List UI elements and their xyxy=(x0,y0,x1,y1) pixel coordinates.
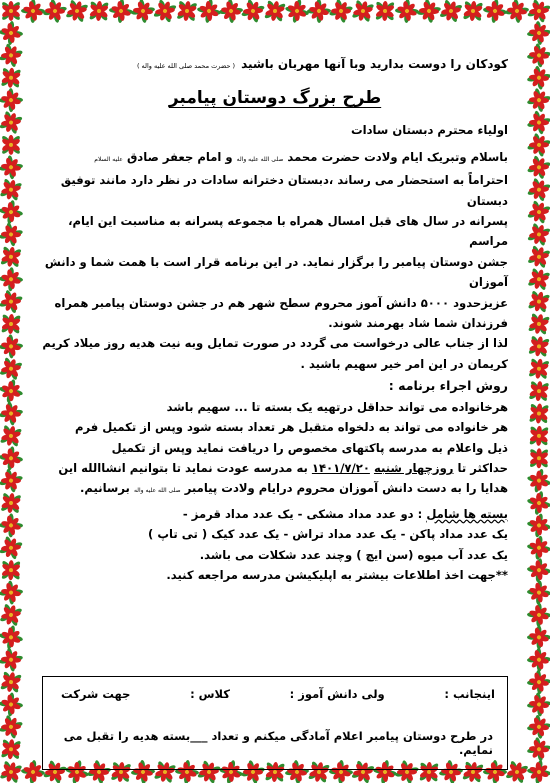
poinsettia-flower-icon xyxy=(0,444,25,473)
poinsettia-flower-icon xyxy=(525,735,550,763)
poinsettia-flower-icon xyxy=(0,511,25,540)
poinsettia-flower-icon xyxy=(525,578,550,607)
poinsettia-flower-icon xyxy=(0,332,25,361)
poinsettia-flower-icon xyxy=(527,289,550,314)
poinsettia-flower-icon xyxy=(525,511,550,539)
poinsettia-flower-icon xyxy=(0,424,23,449)
poinsettia-flower-icon xyxy=(41,0,69,25)
registration-form xyxy=(42,676,508,770)
poinsettia-flower-icon xyxy=(526,244,550,270)
poinsettia-flower-icon xyxy=(527,334,550,358)
poinsettia-flower-icon xyxy=(239,0,266,25)
method-line: هر خانواده می تواند به دلخواه متقبل هر تعداد بسته شود وپس از تکمیل فرم xyxy=(74,420,508,435)
poinsettia-flower-icon xyxy=(195,0,223,25)
poinsettia-flower-icon xyxy=(327,0,355,25)
info-note: **جهت اخذ اطلاعات بیشتر به اپلیکیشن مدرسه مراجعه کنید. xyxy=(166,567,508,582)
poinsettia-flower-icon xyxy=(525,623,550,652)
deadline-date: ۱۴۰۱/۷/۲۰ xyxy=(311,460,370,475)
class-field[interactable]: کلاس : xyxy=(190,687,230,701)
poinsettia-flower-icon xyxy=(0,492,23,515)
poinsettia-flower-icon xyxy=(0,602,24,628)
poinsettia-flower-icon xyxy=(1,135,21,155)
poinsettia-flower-icon xyxy=(0,738,22,760)
letter-line: احتراماً به استحضار می رساند ،دبستان دخترانه سادات در نظر دارد مانند توفیق دبستان xyxy=(60,173,508,208)
poinsettia-flower-icon xyxy=(0,109,24,136)
poinsettia-flower-icon xyxy=(0,86,25,115)
deadline-line: حداکثر تا روزچهار شنبه ۱۴۰۱/۷/۲۰ به مدرسه عودت نماید تا بتوانیم انشاالله این xyxy=(58,460,508,475)
poinsettia-flower-icon xyxy=(525,154,550,181)
participation-label: جهت شرکت xyxy=(61,687,131,701)
poinsettia-flower-icon xyxy=(374,0,395,21)
letter-line: پسرانه در سال های قبل امسال همراه با مجموعه پسرانه به مناسبت این ایام، مراسم xyxy=(68,214,508,249)
poinsettia-flower-icon xyxy=(525,601,550,630)
method-line: ذیل واعلام به مدرسه پاکتهای مخصوص را دریافت نماید وپس از تکمیل xyxy=(111,440,508,455)
poinsettia-flower-icon xyxy=(527,312,550,336)
page-title: طرح بزرگ دوستان پیامبر xyxy=(168,88,382,109)
poinsettia-flower-icon xyxy=(0,399,25,427)
package-line: یک عدد مداد پاکن - یک عدد مداد تراش - یک عدد کیک ( تی تاپ ) xyxy=(148,527,508,542)
poinsettia-flower-icon xyxy=(0,177,24,202)
poinsettia-flower-icon xyxy=(438,0,464,24)
poinsettia-flower-icon xyxy=(525,690,550,719)
poinsettia-flower-icon xyxy=(0,245,23,269)
package-label: بسته ها شامل xyxy=(426,506,508,521)
poinsettia-flower-icon xyxy=(526,0,550,24)
poinsettia-flower-icon xyxy=(0,578,25,607)
poinsettia-flower-icon xyxy=(503,0,532,25)
poinsettia-flower-icon xyxy=(525,64,550,92)
poinsettia-flower-icon xyxy=(0,265,25,294)
poinsettia-flower-icon xyxy=(525,86,550,114)
poinsettia-flower-icon xyxy=(0,19,25,48)
poinsettia-flower-icon xyxy=(525,713,550,742)
poinsettia-flower-icon xyxy=(350,0,375,24)
poinsettia-flower-icon xyxy=(525,467,550,495)
letter-line: کریمان در این امر خیر سهیم باشید . xyxy=(300,356,508,371)
poinsettia-flower-icon xyxy=(528,425,549,446)
poinsettia-flower-icon xyxy=(525,556,550,585)
poinsettia-flower-icon xyxy=(0,377,25,405)
method-title: روش اجراء برنامه : xyxy=(388,378,508,394)
poinsettia-flower-icon xyxy=(528,380,550,403)
letter-line: جشن دوستان پیامبر را برگزار نماید. در این برنامه قرار است با همت شما و دانش آموزان xyxy=(44,254,508,290)
poinsettia-flower-icon xyxy=(525,758,550,783)
package-line: یک عدد آب میوه (سن ایچ ) وچند عدد شکلات می باشد. xyxy=(199,547,508,562)
letter-line: فرزندان شما شاد بهرمند شوند. xyxy=(328,316,508,331)
poinsettia-flower-icon xyxy=(393,0,422,25)
poinsettia-flower-icon xyxy=(0,42,25,70)
poinsettia-flower-icon xyxy=(283,0,311,25)
poinsettia-flower-icon xyxy=(0,313,22,335)
poinsettia-flower-icon xyxy=(0,623,25,651)
poinsettia-flower-icon xyxy=(263,0,287,23)
hadith-reference: ( حضرت محمد صلی الله علیه واله ) xyxy=(136,62,236,70)
poinsettia-flower-icon xyxy=(525,131,550,159)
poinsettia-flower-icon xyxy=(0,646,25,674)
undersigned-field[interactable]: اینجانب : xyxy=(444,687,495,701)
poinsettia-flower-icon xyxy=(462,0,484,22)
poinsettia-flower-icon xyxy=(481,0,510,25)
poinsettia-flower-icon xyxy=(129,0,157,25)
letter-content xyxy=(42,54,508,585)
poinsettia-flower-icon xyxy=(526,199,550,226)
poinsettia-flower-icon xyxy=(525,489,550,517)
poinsettia-flower-icon xyxy=(525,668,550,697)
poinsettia-flower-icon xyxy=(527,357,550,380)
poinsettia-flower-icon xyxy=(529,448,550,469)
poinsettia-flower-icon xyxy=(0,356,24,382)
poinsettia-flower-icon xyxy=(217,0,246,25)
poinsettia-flower-icon xyxy=(0,690,25,719)
poinsettia-flower-icon xyxy=(1,1,21,21)
method-line: هرخانواده می تواند حداقل درتهیه یک بسته تا ... سهیم باشد xyxy=(166,399,508,414)
hadith-line xyxy=(42,54,508,76)
letter-line-1: باسلام وتبریک ایام ولادت حضرت محمد صلی الله علیه واله و امام جعفر صادق علیه السلام xyxy=(94,149,508,164)
poinsettia-flower-icon xyxy=(152,0,179,24)
poinsettia-flower-icon xyxy=(415,0,443,25)
poinsettia-flower-icon xyxy=(0,220,25,248)
poinsettia-flower-icon xyxy=(0,288,25,315)
hadith-text: کودکان را دوست بدارید وبا آنها مهربان باشید xyxy=(241,57,508,71)
parent-name-field[interactable]: ولی دانش آموز : xyxy=(289,687,385,701)
form-fields-row xyxy=(43,677,507,701)
poinsettia-flower-icon xyxy=(0,670,23,694)
poinsettia-flower-icon xyxy=(19,0,48,25)
poinsettia-flower-icon xyxy=(305,0,334,25)
poinsettia-flower-icon xyxy=(0,759,24,783)
honorific-note: صلی الله علیه واله xyxy=(133,487,181,495)
poinsettia-flower-icon xyxy=(525,645,550,674)
poinsettia-flower-icon xyxy=(0,467,25,495)
poinsettia-flower-icon xyxy=(64,0,90,24)
poinsettia-flower-icon xyxy=(0,560,21,581)
poinsettia-flower-icon xyxy=(526,266,550,291)
letter-line: لذا از جناب عالی درخواست می گردد در صورت تمایل وبه نیت هدیه روز میلاد کریم xyxy=(42,336,508,351)
poinsettia-flower-icon xyxy=(528,402,550,424)
poinsettia-flower-icon xyxy=(0,198,25,226)
poinsettia-flower-icon xyxy=(525,109,550,137)
letter-line: عزیزحدود ۵۰۰۰ دانش آموز محروم سطح شهر هم در جشن دوستان پیامبر همراه xyxy=(54,295,508,310)
poinsettia-flower-icon xyxy=(107,0,136,25)
poinsettia-flower-icon xyxy=(0,67,22,89)
package-line: بسته ها شامل : دو عدد مداد مشکی - یک عدد مداد قرمز - xyxy=(182,506,508,521)
poinsettia-flower-icon xyxy=(525,176,550,203)
poinsettia-flower-icon xyxy=(525,19,550,48)
poinsettia-flower-icon xyxy=(525,534,550,563)
poinsettia-flower-icon xyxy=(525,41,550,70)
poinsettia-flower-icon xyxy=(0,713,25,741)
salutation: اولیاء محترم دبستان سادات xyxy=(350,123,508,138)
honorific-note: صلی الله علیه واله xyxy=(236,155,284,163)
deadline-day: روزچهار شنبه xyxy=(373,460,454,475)
poinsettia-flower-icon xyxy=(0,153,25,182)
poinsettia-flower-icon xyxy=(0,534,24,561)
poinsettia-flower-icon xyxy=(88,0,110,22)
poinsettia-flower-icon xyxy=(175,0,198,23)
commitment-statement: در طرح دوستان پیامبر اعلام آمادگی میکنم و تعداد ___بسته هدیه را تقبل می نمایم. xyxy=(63,729,493,757)
method-line: هدایا را به دست دانش آموزان محروم درایام ولادت پیامبر صلی الله علیه واله برسانیم. xyxy=(79,481,508,496)
poinsettia-flower-icon xyxy=(526,221,550,247)
honorific-note: علیه السلام xyxy=(94,155,123,163)
